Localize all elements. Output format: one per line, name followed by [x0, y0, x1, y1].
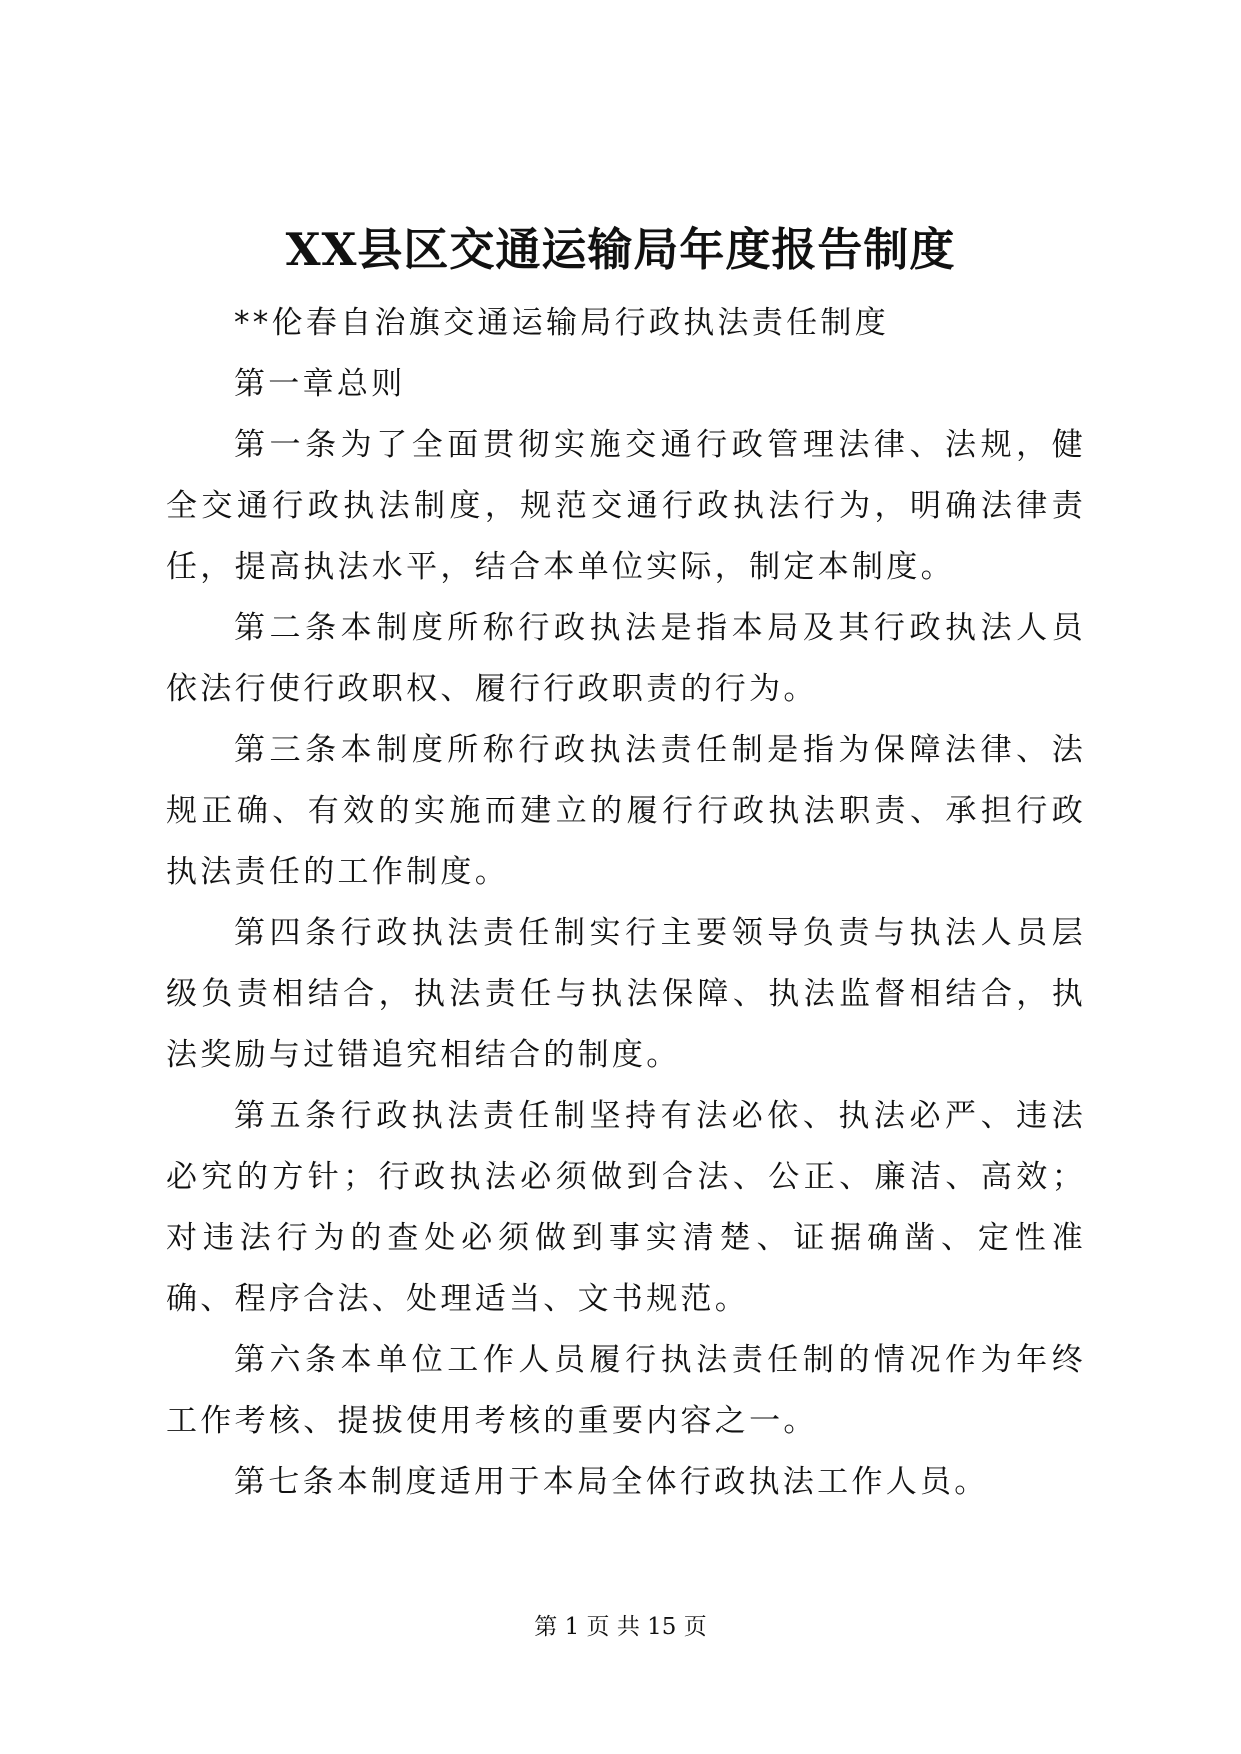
document-body: [166, 293, 1086, 1513]
page-footer: 第 1 页 共 15 页: [534, 1614, 707, 1640]
document-title: XX县区交通运输局年度报告制度: [285, 223, 956, 276]
article-3: 第三条本制度所称行政执法责任制是指为保障法律、法规正确、有效的实施而建立的履行行政执法职责、承担行政执法责任的工作制度。: [166, 732, 1086, 890]
article-2: 第二条本制度所称行政执法是指本局及其行政执法人员依法行使行政职权、履行行政职责的行为。: [166, 610, 1086, 707]
article-6: 第六条本单位工作人员履行执法责任制的情况作为年终工作考核、提拔使用考核的重要内容之一。: [166, 1342, 1086, 1439]
article-5: 第五条行政执法责任制坚持有法必依、执法必严、违法必究的方针；行政执法必须做到合法、公正、廉洁、高效；对违法行为的查处必须做到事实清楚、证据确凿、定性准确、程序合法、处理适当、文书规范。: [166, 1098, 1086, 1317]
article-1: 第一条为了全面贯彻实施交通行政管理法律、法规，健全交通行政执法制度，规范交通行政执法行为，明确法律责任，提高执法水平，结合本单位实际，制定本制度。: [166, 427, 1086, 585]
chapter-heading: 第一章总则: [234, 366, 406, 402]
article-7: 第七条本制度适用于本局全体行政执法工作人员。: [234, 1464, 989, 1500]
article-4: 第四条行政执法责任制实行主要领导负责与执法人员层级负责相结合，执法责任与执法保障、执法监督相结合，执法奖励与过错追究相结合的制度。: [166, 915, 1086, 1073]
document-subtitle: **伦春自治旗交通运输局行政执法责任制度: [234, 305, 889, 341]
